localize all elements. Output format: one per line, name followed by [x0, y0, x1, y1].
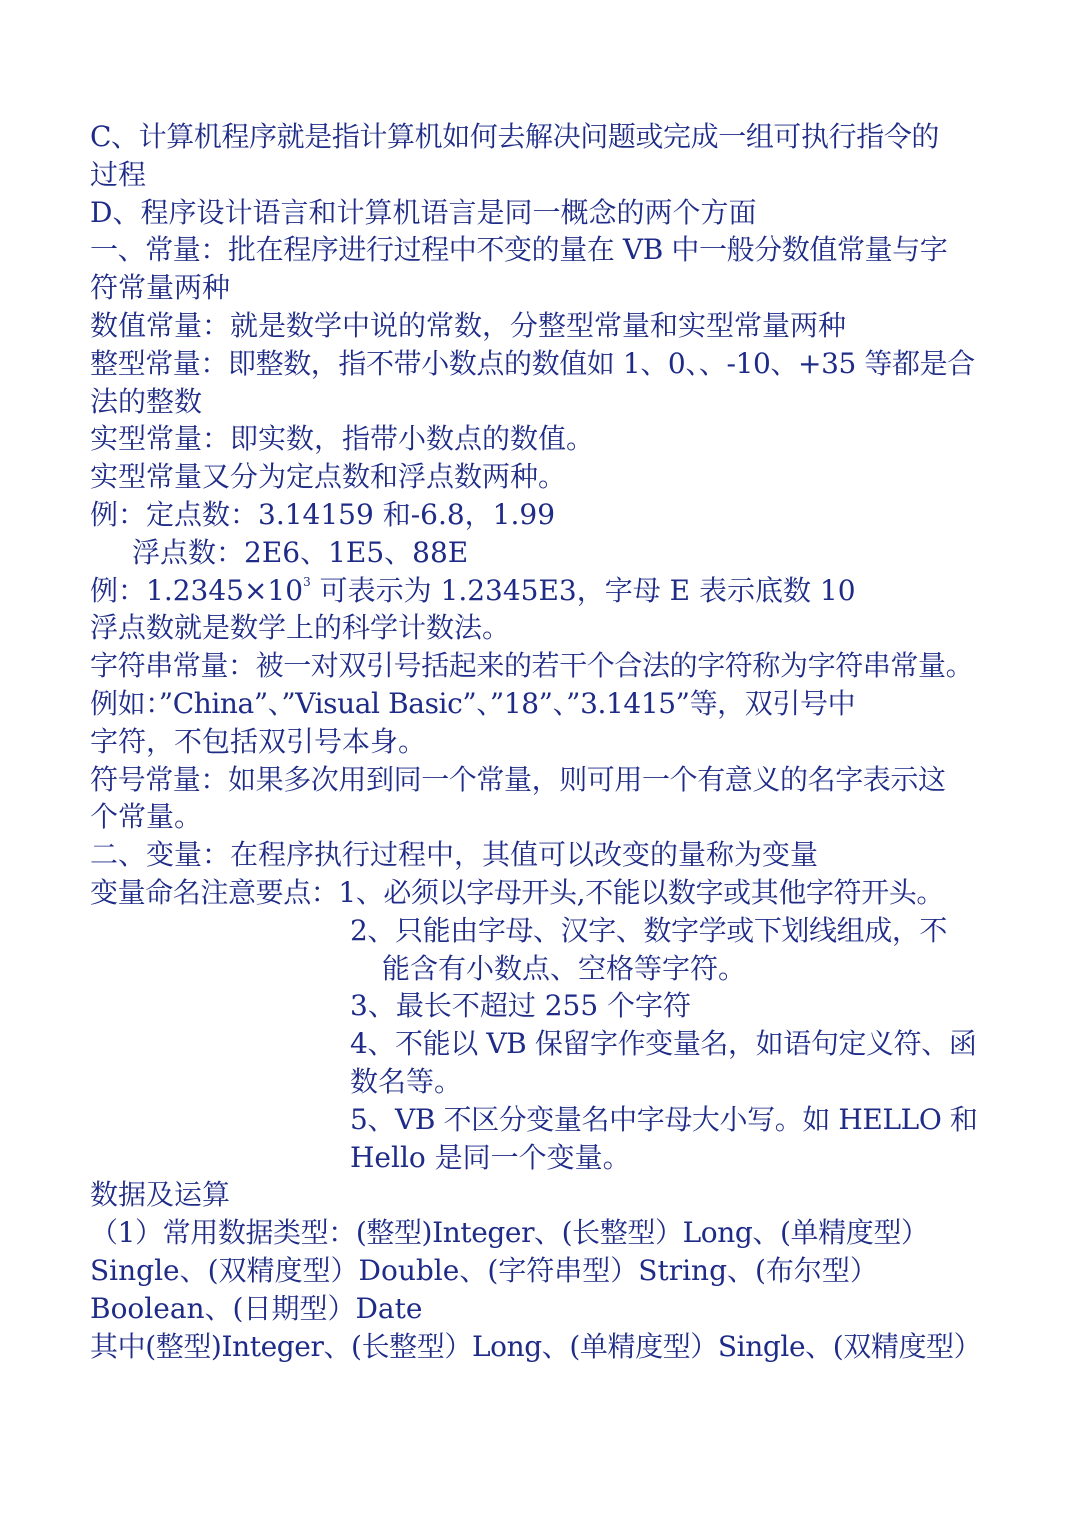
text-line-constants-heading-continuation: 符常量两种: [90, 271, 231, 305]
text-line-variable-naming-rule-5: 5、VB 不区分变量名中字母大小写。如 HELLO 和: [350, 1102, 978, 1136]
scientific-example-before: 例：1.2345×10: [90, 573, 304, 607]
text-line-option-d: D、程序设计语言和计算机语言是同一概念的两个方面: [90, 195, 757, 229]
text-line-data-types-4: 其中(整型)Integer、(长整型）Long、(单精度型）Single、(双精度型）: [90, 1329, 982, 1363]
text-line-variable-naming-rule-1: 变量命名注意要点：1、必须以字母开头,不能以数字或其他字符开头。: [90, 875, 944, 909]
scientific-example-after: 可表示为 1.2345E3，字母 E 表示底数 10: [310, 573, 856, 607]
scientific-example-superscript: 3: [303, 574, 311, 589]
text-line-real-constant-types: 实型常量又分为定点数和浮点数两种。: [90, 460, 567, 494]
text-line-option-c-continuation: 过程: [90, 157, 147, 191]
text-line-fixed-point-example: 例：定点数：3.14159 和-6.8，1.99: [90, 497, 556, 531]
text-line-data-and-operations-heading: 数据及运算: [90, 1178, 231, 1212]
text-line-variable-naming-rule-2-continuation: 能含有小数点、空格等字符。: [382, 951, 747, 985]
text-line-variable-naming-rule-5-continuation: Hello 是同一个变量。: [350, 1140, 631, 1174]
text-line-variable-naming-rule-4: 4、不能以 VB 保留字作变量名，如语句定义符、函: [350, 1027, 977, 1061]
text-line-scientific-example: [90, 572, 1002, 610]
text-line-string-examples-continuation: 字符，不包括双引号本身。: [90, 724, 427, 758]
text-line-real-constants: 实型常量：即实数，指带小数点的数值。: [90, 422, 595, 456]
text-line-numeric-constants: 数值常量：就是数学中说的常数，分整型常量和实型常量两种: [90, 308, 847, 342]
text-line-variable-naming-rule-2: 2、只能由字母、汉字、数字学或下划线组成，不: [350, 913, 948, 947]
text-line-variable-naming-rule-3: 3、最长不超过 255 个字符: [350, 989, 692, 1023]
text-line-string-constants: 字符串常量：被一对双引号括起来的若干个合法的字符称为字符串常量。: [90, 649, 974, 683]
document-content: [90, 118, 1002, 1365]
text-line-floating-point-example: 浮点数：2E6、1E5、88E: [132, 535, 469, 569]
text-line-integer-constants-continuation: 法的整数: [90, 384, 203, 418]
text-line-scientific-notation: 浮点数就是数学上的科学计数法。: [90, 611, 511, 645]
text-line-variables-heading: 二、变量：在程序执行过程中，其值可以改变的量称为变量: [90, 838, 819, 872]
text-line-symbolic-constants: 符号常量：如果多次用到同一个常量，则可用一个有意义的名字表示这: [90, 762, 946, 796]
text-line-data-types-2: Single、(双精度型）Double、(字符串型）String、(布尔型）: [90, 1253, 878, 1287]
text-line-option-c: C、计算机程序就是指计算机如何去解决问题或完成一组可执行指令的: [90, 120, 940, 153]
text-line-data-types-3: Boolean、(日期型）Date: [90, 1291, 423, 1325]
text-line-constants-heading: 一、常量：批在程序进行过程中不变的量在 VB 中一般分数值常量与字: [90, 233, 948, 267]
text-line-symbolic-constants-continuation: 个常量。: [90, 800, 203, 834]
text-line-string-examples: 例如：”China”、”Visual Basic”、”18”、”3.1415”等，双引号中: [90, 686, 856, 720]
text-line-data-types-1: （1）常用数据类型：(整型)Integer、(长整型）Long、(单精度型）: [90, 1216, 929, 1250]
text-line-integer-constants: 整型常量：即整数，指不带小数点的数值如 1、0、、-10、+35 等都是合: [90, 346, 975, 380]
text-line-variable-naming-rule-4-continuation: 数名等。: [350, 1064, 463, 1098]
